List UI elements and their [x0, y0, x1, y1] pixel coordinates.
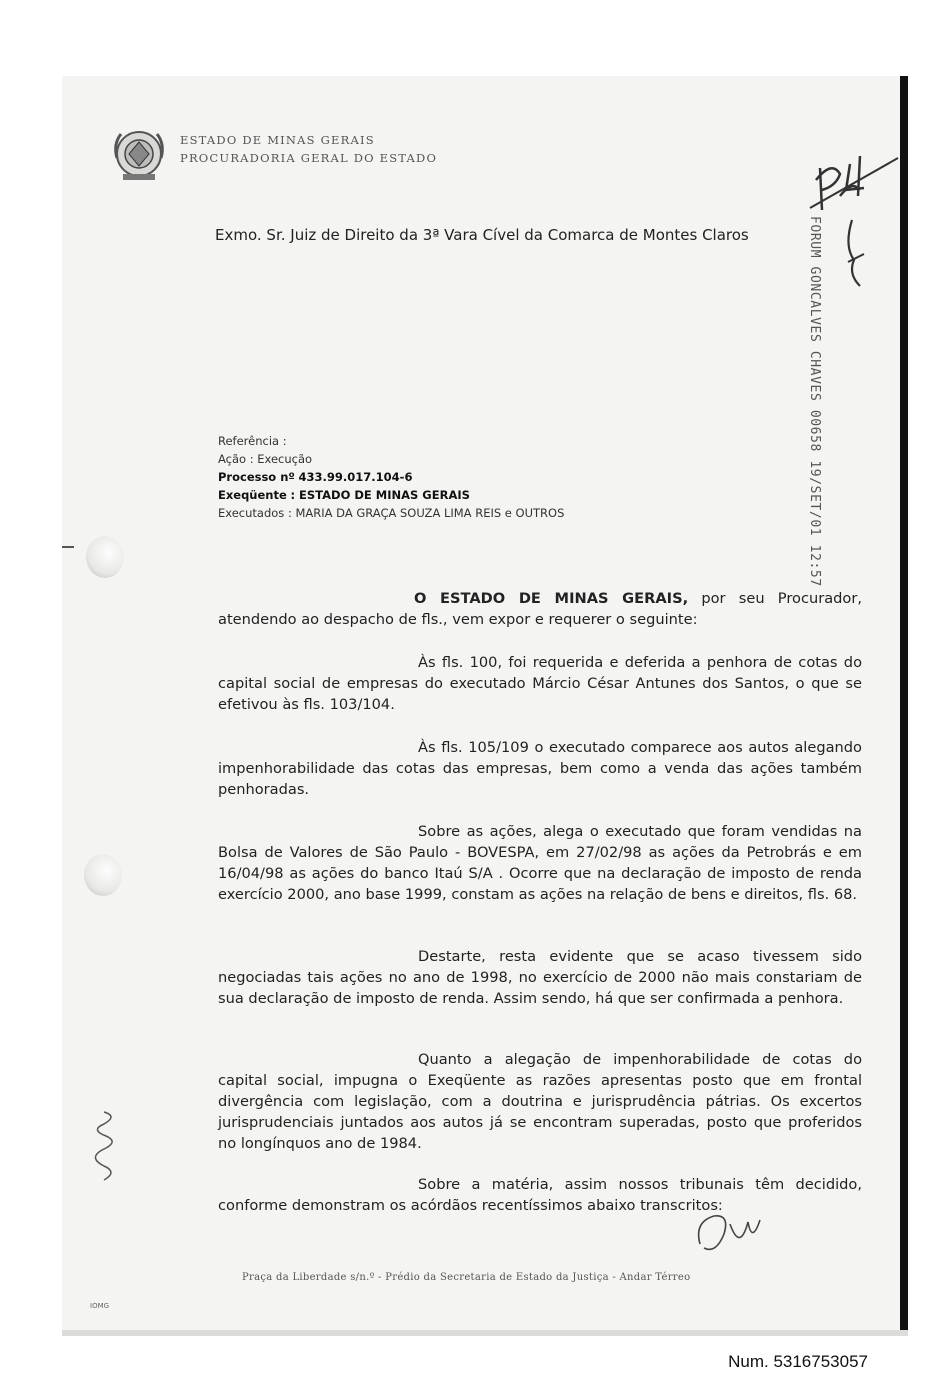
reference-plaintiff: Exeqüente : ESTADO DE MINAS GERAIS — [218, 488, 470, 502]
handwritten-initials — [690, 1204, 770, 1264]
paragraph-jurisprudencia: Sobre a matéria, assim nossos tribunais têm decidido, conforme demonstram os acórdãos recentíssimos abaixo transcritos: — [218, 1176, 862, 1214]
reference-defendants: Executados : MARIA DA GRAÇA SOUZA LIMA REIS e OUTROS — [218, 506, 565, 520]
paragraph-impugnacao: Às fls. 105/109 o executado comparece aos autos alegando impenhorabilidade das cotas das empresas, bem como a venda das ações também penhoradas. — [218, 739, 862, 798]
margin-tick — [62, 546, 74, 548]
addressee-line: Exmo. Sr. Juiz de Direito da 3ª Vara Cível da Comarca de Montes Claros — [215, 226, 749, 244]
reference-process: Processo nº 433.99.017.104-6 — [218, 470, 413, 484]
printer-mark: IOMG — [90, 1302, 110, 1310]
reference-title: Referência : — [218, 434, 287, 448]
reference-action: Ação : Execução — [218, 452, 313, 466]
letterhead-office: PROCURADORIA GERAL DO ESTADO — [180, 151, 438, 165]
footer-address: Praça da Liberdade s/n.º - Prédio da Secretaria de Estado da Justiça - Andar Térreo — [242, 1272, 691, 1283]
protocol-stamp: FORUM GONCALVES CHAVES 00658 19/SET/01 12:57 — [807, 216, 822, 587]
punch-hole-top — [86, 536, 124, 578]
paragraph-intro: O ESTADO DE MINAS GERAIS, por seu Procurador, atendendo ao despacho de fls., vem expor e requerer o seguinte: — [218, 590, 862, 628]
letterhead-state: ESTADO DE MINAS GERAIS — [180, 133, 375, 147]
document-number: Num. 5316753057 — [728, 1352, 868, 1371]
state-crest-logo — [107, 124, 171, 188]
scan-edge-bottom — [62, 1330, 908, 1336]
paragraph-destarte: Destarte, resta evidente que se acaso tivessem sido negociadas tais ações no ano de 1998, no exercício de 2000 não mais constariam de sua declaração de imposto de renda. Assim sendo, há que ser confirmada a penhora. — [218, 948, 862, 1007]
paragraph-cotas: Quanto a alegação de impenhorabilidade de cotas do capital social, impugna o Exeqüente as razões apresentas posto que em frontal divergência com legislação, com a doutrina e jurisprudência pátrias. Os excertos jurisprudenciais juntados aos autos já se encontram superadas, posto que proferidos no longínquos ano de 1984. — [218, 1051, 862, 1152]
paragraph-penhora: Às fls. 100, foi requerida e deferida a penhora de cotas do capital social de empresas do executado Márcio César Antunes dos Santos, o que se efetivou às fls. 103/104. — [218, 654, 862, 713]
scanned-page — [62, 76, 908, 1336]
punch-hole-bottom — [84, 854, 122, 896]
paragraph-acoes: Sobre as ações, alega o executado que foram vendidas na Bolsa de Valores de São Paulo - BOVESPA, em 27/02/98 as ações da Petrobrás e em 16/04/98 as ações do banco Itaú S/A . Ocorre que na declaração de imposto de renda exercício 2000, ano base 1999, constam as ações na relação de bens e direitos, fls. 68. — [218, 823, 862, 903]
margin-scribble — [84, 1106, 124, 1186]
